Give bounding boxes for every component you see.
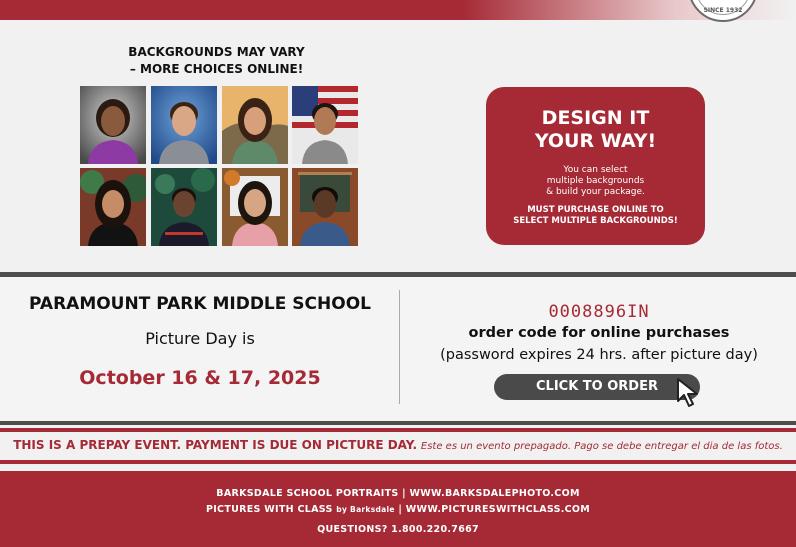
- design-must-line1: MUST PURCHASE ONLINE TO: [527, 205, 664, 215]
- footer-brand-by: by Barksdale: [336, 505, 395, 514]
- design-it-your-way-card: [486, 87, 705, 245]
- footer-company: BARKSDALE SCHOOL PORTRAITS: [216, 488, 399, 499]
- backgrounds-title-line2: – MORE CHOICES ONLINE!: [129, 62, 304, 76]
- section-divider: [0, 460, 796, 464]
- portrait-sample: [80, 168, 146, 246]
- section-divider: [0, 428, 796, 432]
- portrait-sample: [222, 168, 288, 246]
- footer: BARKSDALE SCHOOL PORTRAITS | WWW.BARKSDALEPHOTO.COM PICTURES WITH CLASS by Barksdale | WWW.PICTURESWITHCLASS.COM QUESTIONS? 1.800.220.7667: [0, 471, 796, 547]
- school-name: PARAMOUNT PARK MIDDLE SCHOOL: [29, 294, 371, 314]
- portrait-sample: [292, 168, 358, 246]
- picture-day-date: October 16 & 17, 2025: [79, 367, 321, 389]
- design-sub-line3: & build your package.: [546, 187, 645, 197]
- background-samples-grid: [80, 86, 358, 246]
- section-divider: [0, 421, 796, 425]
- vertical-divider: [399, 290, 400, 404]
- prepay-spanish: Este es un evento prepagado. Pago se debe entregar el dia de las fotos.: [420, 441, 783, 452]
- design-heading-line1: DESIGN IT: [541, 107, 650, 129]
- portrait-sample: [151, 86, 217, 164]
- footer-link-pictureswithclass[interactable]: WWW.PICTURESWITHCLASS.COM: [405, 504, 591, 515]
- design-heading-line2: YOUR WAY!: [534, 130, 657, 152]
- order-code-label: order code for online purchases: [468, 325, 730, 341]
- backgrounds-title-line1: BACKGROUNDS MAY VARY: [128, 45, 305, 59]
- portrait-sample: [222, 86, 288, 164]
- footer-phone: QUESTIONS? 1.800.220.7667: [317, 524, 479, 535]
- cursor-arrow-icon: [674, 377, 704, 409]
- top-banner: [0, 0, 796, 20]
- portrait-sample: [151, 168, 217, 246]
- prepay-english: THIS IS A PREPAY EVENT. PAYMENT IS DUE ON PICTURE DAY.: [13, 438, 418, 452]
- order-code: 0008896IN: [548, 302, 650, 322]
- portrait-sample: [292, 86, 358, 164]
- seal-text: SINCE 1932: [703, 7, 743, 14]
- picture-day-label: Picture Day is: [145, 329, 255, 348]
- footer-brand: PICTURES WITH CLASS: [205, 504, 333, 515]
- design-sub-line2: multiple backgrounds: [546, 176, 645, 186]
- backgrounds-title: [80, 44, 353, 78]
- click-to-order-button[interactable]: CLICK TO ORDER: [494, 374, 700, 400]
- portrait-sample: [80, 86, 146, 164]
- design-must-line2: SELECT MULTIPLE BACKGROUNDS!: [513, 216, 678, 226]
- password-expiry-note: (password expires 24 hrs. after picture day): [440, 347, 758, 363]
- prepay-notice: [0, 438, 796, 452]
- footer-link-barksdale[interactable]: WWW.BARKSDALEPHOTO.COM: [409, 488, 580, 499]
- design-sub-line1: You can select: [563, 165, 628, 175]
